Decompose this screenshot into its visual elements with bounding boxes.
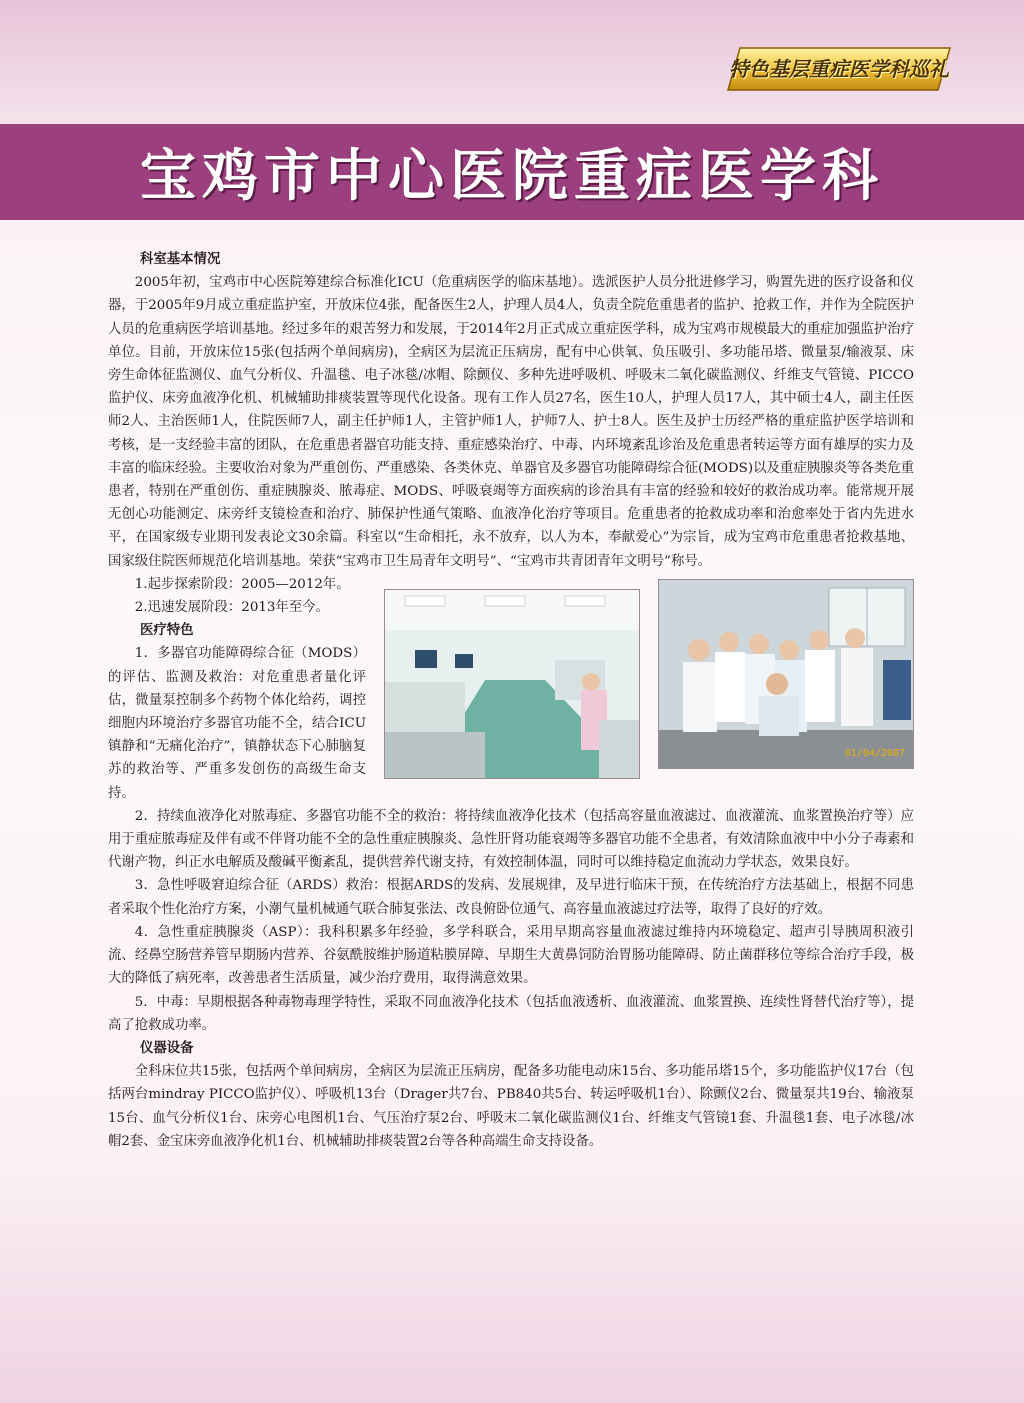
section-heading-features: 医疗特色 bbox=[140, 623, 194, 639]
title-banner bbox=[0, 124, 1024, 220]
feature-1: 1．多器官功能障碍综合征（MODS）的评估、监测及救治：对危重患者量化评估，微量泵控制多个药物个体化给药，调控细胞内环境治疗多器官功能不全，结合ICU镇静和“无痛化治疗”，镇静状态下心肺脑复苏的救治等、严重多发创伤的高级生命支持。 bbox=[108, 646, 366, 801]
column-badge bbox=[726, 44, 952, 94]
wrap-zone bbox=[108, 573, 914, 991]
photo-date-stamp: 01/04/2007 bbox=[844, 747, 905, 759]
badge-text: 特色基层重症医学科巡礼 bbox=[729, 57, 949, 81]
section-heading-equipment: 仪器设备 bbox=[140, 1040, 194, 1056]
stage-2: 2.迅速发展阶段：2013年至今。 bbox=[134, 600, 329, 616]
feature-3: 3．急性呼吸窘迫综合征（ARDS）救治：根据ARDS的发病、发展规律，及早进行临床干预，在传统治疗方法基础上，根据不同患者采取个性化治疗方案，小潮气量机械通气联合肺复张法、改良俯卧位通气、高容量血液滤过疗法等，取得了良好的疗效。 bbox=[108, 878, 914, 917]
feature-4: 4．急性重症胰腺炎（ASP）：我科积累多年经验，多学科联合，采用早期高容量血液滤过维持内环境稳定、超声引导胰周积液引流、经鼻空肠营养管早期肠内营养、谷氨酰胺维护肠道粘膜屏障、早期生大黄鼻饲防治胃肠功能障碍、防止菌群移位等综合治疗手段，极大的降低了病死率，改善患者生活质量，减少治疗费用，取得满意效果。 bbox=[108, 924, 914, 987]
icu-ward-image bbox=[385, 590, 639, 778]
ward-rounds-photo bbox=[658, 579, 914, 769]
feature-2: 2．持续血液净化对脓毒症、多器官功能不全的救治：将持续血液净化技术（包括高容量血液滤过、血液灌流、血浆置换治疗等）应用于重症脓毒症及伴有或不伴肾功能不全的急性重症胰腺炎、急性肝肾功能衰竭等多器官功能不全患者，有效清除血液中中小分子毒素和代谢产物，纠正水电解质及酸碱平衡紊乱，提供营养代谢支持，有效控制体温，同时可以维持稳定血流动力学状态，效果良好。 bbox=[108, 808, 914, 871]
page-title: 宝鸡市中心医院重症医学科 bbox=[140, 144, 884, 209]
section-heading-basic: 科室基本情况 bbox=[140, 252, 221, 267]
feature-5: 5．中毒：早期根据各种毒物毒理学特性，采取不同血液净化技术（包括血液透析、血液灌流、血浆置换、连续性肾替代治疗等），提高了抢救成功率。 bbox=[108, 994, 914, 1033]
stage-1: 1.起步探索阶段：2005—2012年。 bbox=[134, 576, 350, 592]
article-body bbox=[108, 248, 914, 1153]
equipment-paragraph: 全科床位共15张，包括两个单间病房，全病区为层流正压病房，配备多功能电动床15台、多功能吊塔15个，多功能监护仪17台（包括两台mindray PICCO监护仪）、呼吸机13台（Drager共7台、PB840共5台、转运呼吸机1台）、除颤仪2台、微量泵共19台、输液泵15台、血气分析仪1台、床旁心电图机1台、气压治疗泵2台、呼吸末二氧化碳监测仪1台、纤维支气管镜1套、升温毯1套、电子冰毯/冰帽2套、金宝床旁血液净化机1台、机械辅助排痰装置2台等各种高端生命支持设备。 bbox=[108, 1064, 914, 1149]
basic-paragraph: 2005年初，宝鸡市中心医院筹建综合标准化ICU（危重病医学的临床基地）。选派医护人员分批进修学习，购置先进的医疗设备和仪器，于2005年9月成立重症监护室，开放床位4张，配备医生2人，护理人员4人，负责全院危重患者的监护、抢救工作，并作为全院医护人员的危重病医学培训基地。经过多年的艰苦努力和发展，于2014年2月正式成立重症医学科，成为宝鸡市规模最大的重症加强监护治疗单位。目前，开放床位15张(包括两个单间病房)，全病区为层流正压病房，配有中心供氧、负压吸引、多功能吊塔、微量泵/输液泵、床旁生命体征监测仪、血气分析仪、升温毯、电子冰毯/冰帽、除颤仪、多种先进呼吸机、呼吸末二氧化碳监测仪、纤维支气管镜、PICCO监护仪、床旁血液净化机、机械辅助排痰装置等现代化设备。现有工作人员27名，医生10人，护理人员17人，其中硕士4人，副主任医师2人、主治医师1人，住院医师7人，副主任护师1人，主管护师1人，护师7人、护士8人。医生及护士历经严格的重症监护医学培训和考核，是一支经验丰富的团队，在危重患者器官功能支持、重症感染治疗、中毒、内环境紊乱诊治及危重患者转运等方面有雄厚的实力及丰富的临床经验。主要收治对象为严重创伤、严重感染、各类休克、单器官及多器官功能障碍综合征(MODS)以及重症胰腺炎等各类危重患者，特别在严重创伤、重症胰腺炎、脓毒症、MODS、呼吸衰竭等方面疾病的诊治具有丰富的经验和较好的救治成功率。能常规开展无创心功能测定、床旁纤支镜检查和治疗、肺保护性通气策略、血液净化治疗等项目。危重患者的抢救成功率和治愈率处于省内先进水平，在国家级专业期刊发表论文30余篇。科室以“生命相托，永不放弃，以人为本，奉献爱心”为宗旨，成为宝鸡市危重患者抢救基地、国家级住院医师规范化培训基地。荣获“宝鸡市卫生局青年文明号”、“宝鸡市共青团青年文明号”称号。 bbox=[108, 275, 914, 569]
icu-ward-photo bbox=[384, 589, 640, 779]
ward-rounds-image bbox=[659, 580, 913, 768]
